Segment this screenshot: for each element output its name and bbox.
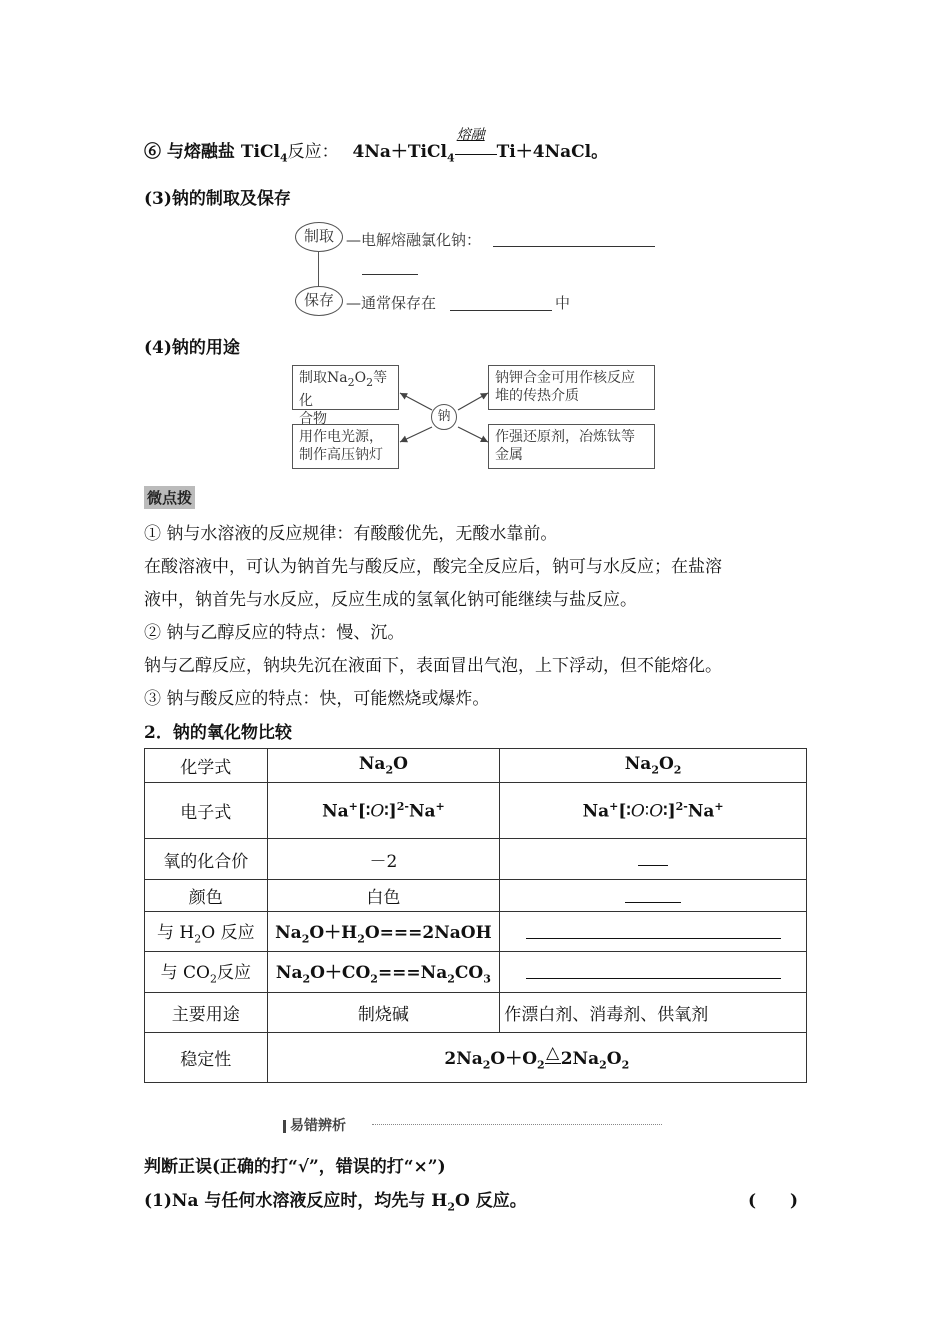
usage-box-compounds: 制取$Na_2O_2$等化 合物 xyxy=(292,365,399,410)
prep-oval: 制取 xyxy=(295,222,343,252)
row-header: 与 $CO_2$反应 xyxy=(145,952,268,993)
row-header: 主要用途 xyxy=(145,993,268,1033)
table-row xyxy=(145,749,807,783)
tip-p4: ② 钠与乙醇反应的特点：慢、沉。 xyxy=(144,623,405,643)
section-4-title: (4)钠的用途 xyxy=(144,338,240,358)
answer-paren-1[interactable]: ( ) xyxy=(748,1191,799,1211)
cell-na2o2: $Na_2O_2$ xyxy=(500,749,807,783)
section-2-title: 2．钠的氧化物比较 xyxy=(144,723,292,743)
row-header: 颜色 xyxy=(145,880,268,912)
tip-p6: ③ 钠与酸反应的特点：快，可能燃烧或爆炸。 xyxy=(144,689,490,709)
cell-valence-na2o: －2 xyxy=(267,839,500,880)
cell-use-na2o2: 作漂白剂、消毒剂、供氧剂 xyxy=(500,993,807,1033)
table-row xyxy=(145,783,807,839)
store-text: —通常保存在 xyxy=(346,294,437,312)
row-header: 与 $H_2O$ 反应 xyxy=(145,912,268,952)
cell-electron-na2o2: Na+[∶O∶O∶]$^{2-}$Na+ xyxy=(500,783,807,839)
store-tail: 中 xyxy=(555,294,571,312)
cell-h2o-blank xyxy=(500,912,807,952)
table-row xyxy=(145,952,807,993)
table-row xyxy=(145,912,807,952)
error-analysis-tag: 易错辨析 xyxy=(283,1115,346,1135)
usage-box-reductant: 作强还原剂，冶炼钛等 金属 xyxy=(488,424,655,469)
row-header: 氧的化合价 xyxy=(145,839,268,880)
cell-use-na2o: 制烧碱 xyxy=(267,993,500,1033)
table-row xyxy=(145,1033,807,1083)
cell-electron-na2o: Na+[∶O∶]$^{2-}$Na+ xyxy=(267,783,500,839)
tip-p1: ① 钠与水溶液的反应规律：有酸酸优先，无酸水靠前。 xyxy=(144,524,558,544)
tip-p2: 在酸溶液中，可认为钠首先与酸反应，酸完全反应后，钠可与水反应；在盐溶 xyxy=(144,557,722,577)
prep-blank-2 xyxy=(362,274,418,275)
cell-co2-na2o: $Na_2O+CO_2===Na_2CO_3$ xyxy=(267,952,500,993)
reaction-line-6: ⑥ 与熔融盐 TiCl$_4$反应： 4Na＋TiCl$_4$ 熔融 Ti＋4NaCl。 xyxy=(144,137,608,164)
table-row xyxy=(145,993,807,1033)
section-3-title: (3)钠的制取及保存 xyxy=(144,189,291,209)
cell-valence-blank xyxy=(500,839,807,880)
store-blank xyxy=(450,310,552,311)
table-row xyxy=(145,839,807,880)
cell-color-na2o: 白色 xyxy=(267,880,500,912)
question-1: (1)Na 与任何水溶液反应时，均先与 $H_2O$ 反应。 xyxy=(144,1191,527,1214)
tip-p5: 钠与乙醇反应，钠块先沉在液面下，表面冒出气泡，上下浮动，但不能熔化。 xyxy=(144,656,722,676)
oxide-comparison-table xyxy=(144,748,807,1083)
connector-line xyxy=(318,252,319,287)
cell-stability: $2Na_2O+O_2\triangle 2Na_2O_2$ xyxy=(267,1033,806,1083)
usage-box-coolant: 钠钾合金可用作核反应 堆的传热介质 xyxy=(488,365,655,410)
sodium-center: 钠 xyxy=(431,404,457,430)
row-header: 电子式 xyxy=(145,783,268,839)
table-row xyxy=(145,880,807,912)
cell-h2o-na2o: $Na_2O+H_2O===2NaOH$ xyxy=(267,912,500,952)
prep-blank-1 xyxy=(493,246,655,247)
tip-p3: 液中，钠首先与水反应，反应生成的氢氧化钠可能继续与盐反应。 xyxy=(144,590,637,610)
cell-color-blank xyxy=(500,880,807,912)
prep-text: —电解熔融氯化钠： xyxy=(346,231,482,249)
row-header: 化学式 xyxy=(145,749,268,783)
row-header: 稳定性 xyxy=(145,1033,268,1083)
cell-na2o: $Na_2O$ xyxy=(267,749,500,783)
cell-co2-blank xyxy=(500,952,807,993)
condition-molten: 熔融 xyxy=(456,127,485,143)
dotted-divider xyxy=(372,1124,662,1125)
store-oval: 保存 xyxy=(295,286,343,316)
judge-instruction: 判断正误(正确的打“√”，错误的打“×”) xyxy=(144,1157,446,1177)
usage-box-lamp: 用作电光源， 制作高压钠灯 xyxy=(292,424,399,469)
tips-heading: 微点拨 xyxy=(144,486,195,509)
